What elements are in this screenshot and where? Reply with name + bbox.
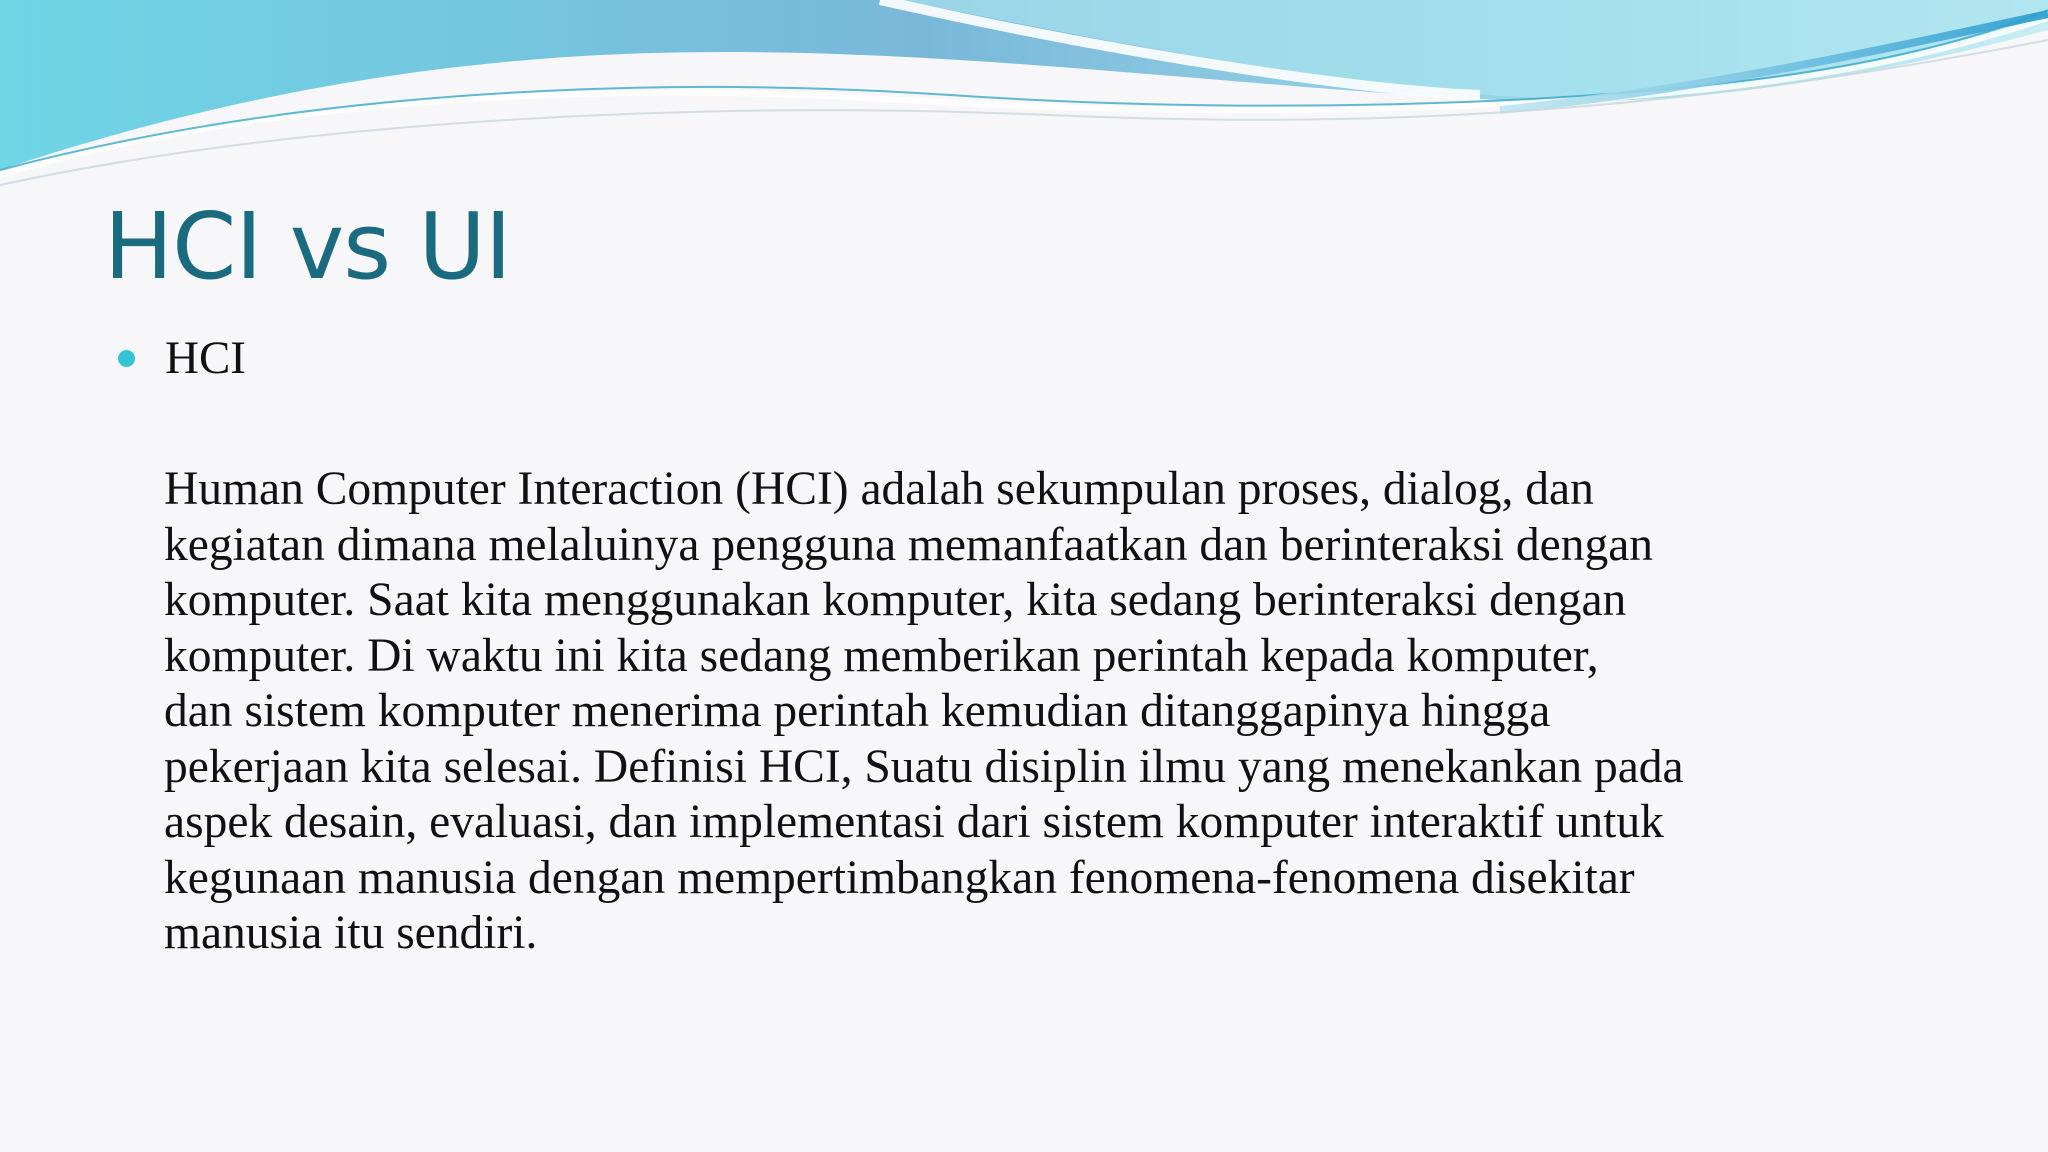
body-paragraph — [164, 462, 1924, 962]
paragraph-line: pekerjaan kita selesai. Definisi HCI, Suatu disiplin ilmu yang menekankan pada — [164, 740, 1684, 793]
bullet-label: HCI — [165, 332, 246, 384]
paragraph-line: kegunaan manusia dengan mempertimbangkan fenomena-fenomena disekitar — [164, 851, 1635, 904]
paragraph-line: komputer. Saat kita menggunakan komputer, kita sedang berinteraksi dengan — [164, 574, 1627, 626]
paragraph-line: komputer. Di waktu ini kita sedang memberikan perintah kepada komputer, — [164, 629, 1599, 682]
slide-title: HCI vs UI — [104, 193, 511, 300]
paragraph-line: aspek desain, evaluasi, dan implementasi dari sistem komputer interaktif untuk — [164, 796, 1664, 848]
header-wave-decoration — [0, 0, 2048, 200]
paragraph-line: kegiatan dimana melaluinya pengguna memanfaatkan dan berinteraksi dengan — [164, 518, 1654, 571]
paragraph-line: Human Computer Interaction (HCI) adalah sekumpulan proses, dialog, dan — [164, 463, 1594, 515]
paragraph-line: dan sistem komputer menerima perintah kemudian ditanggapinya hingga — [164, 685, 1551, 737]
bullet-dot-icon — [118, 350, 135, 367]
paragraph-line: manusia itu sendiri. — [164, 907, 538, 959]
bullet-item — [118, 328, 246, 388]
